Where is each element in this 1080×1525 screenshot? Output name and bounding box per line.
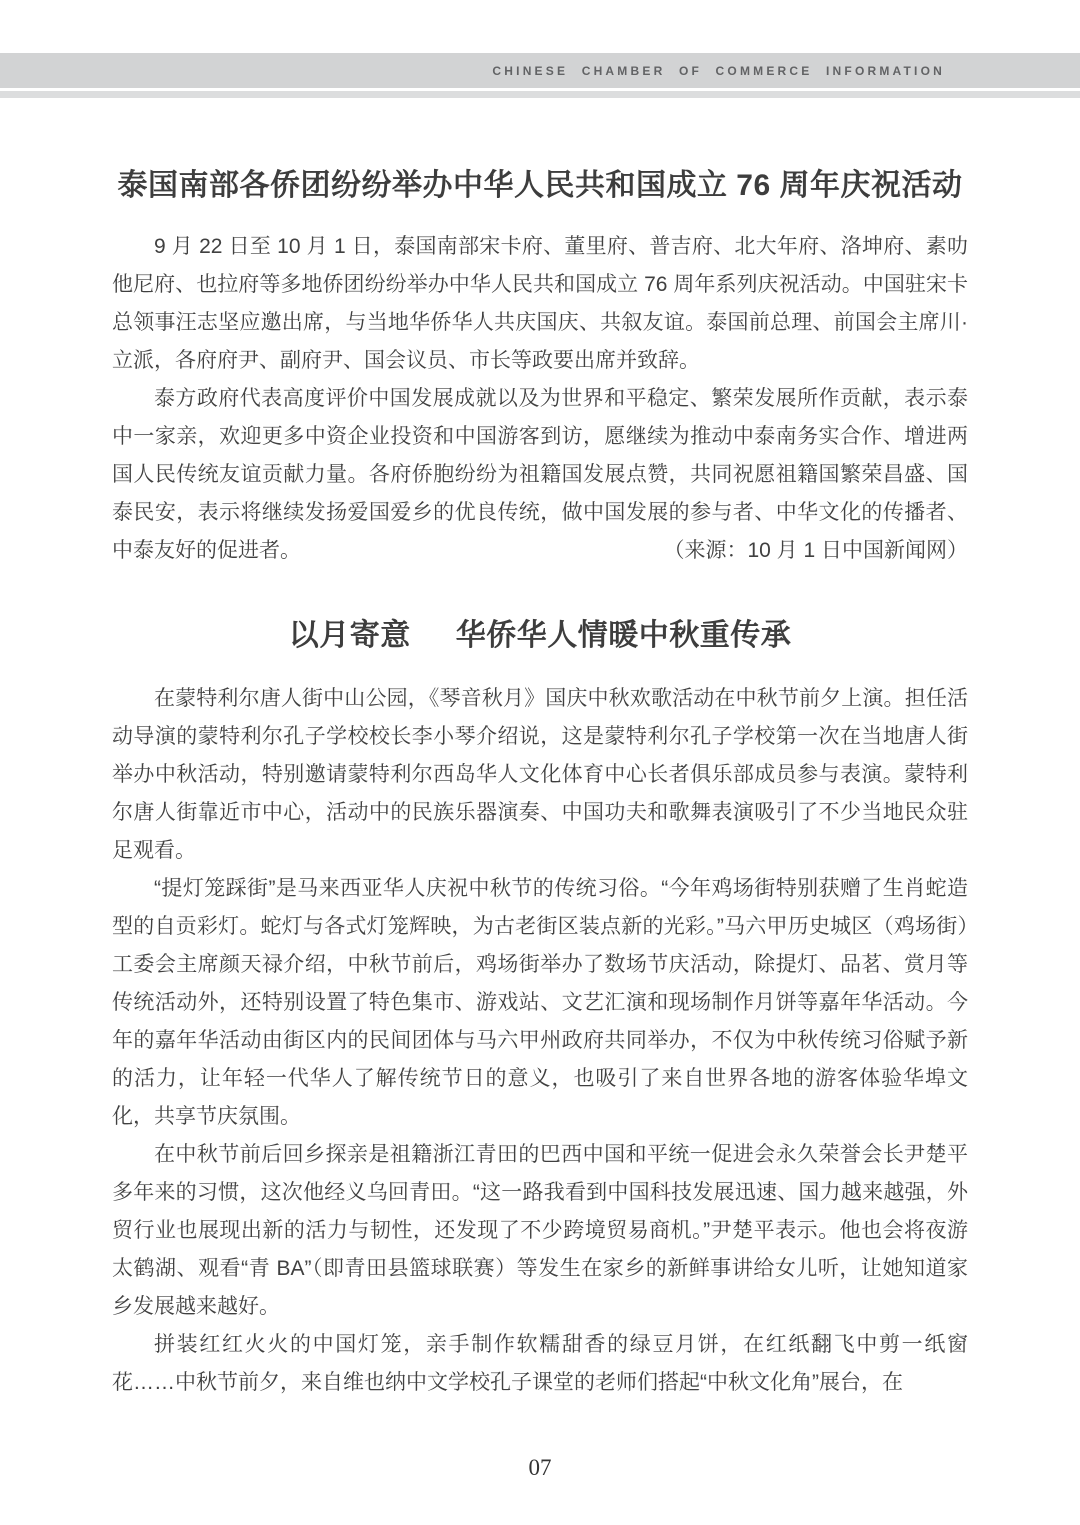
article-2-title-part-2: 华侨华人情暖中秋重传承 (455, 619, 792, 652)
header-band-thin (0, 91, 1080, 98)
page-number: 07 (528, 1455, 552, 1480)
article-1-paragraph: 9 月 22 日至 10 月 1 日，泰国南部宋卡府、董里府、普吉府、北大年府、洛坤府、素叻他尼府、也拉府等多地侨团纷纷举办中华人民共和国成立 76 周年系列庆祝活动。中国驻宋卡总领事汪志坚应邀出席，与当地华侨华人共庆国庆、共叙友谊。泰国前总理、前国会主席川·立派，各府府尹、副府尹、国会议员、市长等政要出席并致辞。 (112, 235, 968, 372)
article-2-paragraph: 拼装红红火火的中国灯笼，亲手制作软糯甜香的绿豆月饼，在红纸翻飞中剪一纸窗花……中秋节前夕，来自维也纳中文学校孔子课堂的老师们搭起“中秋文化角”展台，在 (112, 1333, 968, 1394)
article-1-paragraph-text: 泰方政府代表高度评价中国发展成就以及为世界和平稳定、繁荣发展所作贡献，表示泰中一家亲，欢迎更多中资企业投资和中国游客到访，愿继续为推动中泰南务实合作、增进两国人民传统友谊贡献力量。各府侨胞纷纷为祖籍国发展点赞，共同祝愿祖籍国繁荣昌盛、国泰民安，表示将继续发扬爱国爱乡的优良传统，做中国发展的参与者、中华文化的传播者、中泰友好的促进者。 (112, 387, 968, 562)
article-1-title: 泰国南部各侨团纷纷举办中华人民共和国成立 76 周年庆祝活动 (117, 169, 963, 202)
article-1-paragraph (112, 380, 968, 570)
article-2-paragraph: “提灯笼踩街”是马来西亚华人庆祝中秋节的传统习俗。“今年鸡场街特别获赠了生肖蛇造型的自贡彩灯。蛇灯与各式灯笼辉映，为古老街区装点新的光彩。”马六甲历史城区（鸡场街）工委会主席颜天禄介绍，中秋节前后，鸡场街举办了数场节庆活动，除提灯、品茗、赏月等传统活动外，还特别设置了特色集市、游戏站、文艺汇演和现场制作月饼等嘉年华活动。今年的嘉年华活动由街区内的民间团体与马六甲州政府共同举办，不仅为中秋传统习俗赋予新的活力，让年轻一代华人了解传统节日的意义，也吸引了来自世界各地的游客体验华埠文化，共享节庆氛围。 (112, 877, 968, 1128)
header-banner-text: CHINESE CHAMBER OF COMMERCE INFORMATION (492, 63, 945, 78)
article-2-paragraph: 在蒙特利尔唐人街中山公园，《琴音秋月》国庆中秋欢歌活动在中秋节前夕上演。担任活动导演的蒙特利尔孔子学校校长李小琴介绍说，这是蒙特利尔孔子学校第一次在当地唐人街举办中秋活动，特别邀请蒙特利尔西岛华人文化体育中心长者俱乐部成员参与表演。蒙特利尔唐人街靠近市中心，活动中的民族乐器演奏、中国功夫和歌舞表演吸引了不少当地民众驻足观看。 (112, 687, 968, 862)
article-2-title-part-1: 以月寄意 (288, 619, 411, 652)
article-2-paragraph: 在中秋节前后回乡探亲是祖籍浙江青田的巴西中国和平统一促进会永久荣誉会长尹楚平多年来的习惯，这次他经义乌回青田。“这一路我看到中国科技发展迅速、国力越来越强，外贸行业也展现出新的活力与韧性，还发现了不少跨境贸易商机。”尹楚平表示。他也会将夜游太鹤湖、观看“青 BA”（即青田县篮球联赛）等发生在家乡的新鲜事讲给女儿听，让她知道家乡发展越来越好。 (112, 1143, 968, 1318)
article-1-source: （来源：10 月 1 日中国新闻网） (663, 539, 968, 562)
page-content (112, 98, 968, 1402)
header-band (0, 53, 1080, 88)
article-2-title (112, 610, 968, 654)
